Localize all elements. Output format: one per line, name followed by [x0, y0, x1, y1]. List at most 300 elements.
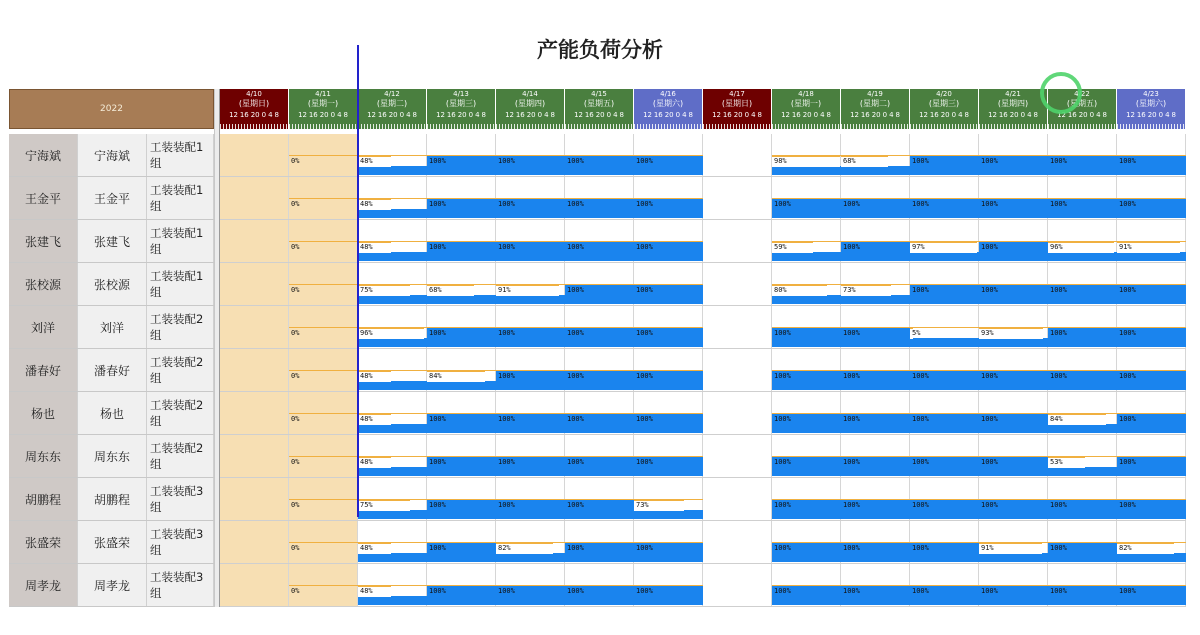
worker-row[interactable]	[9, 435, 214, 478]
load-cell[interactable]	[1117, 564, 1186, 606]
load-percent: 0%	[291, 372, 300, 380]
load-cell[interactable]	[1048, 521, 1117, 563]
load-cell[interactable]	[634, 134, 703, 176]
worker-name: 刘洋	[9, 306, 78, 348]
load-percent: 84%	[1050, 415, 1063, 423]
worker-name: 周东东	[9, 435, 78, 477]
load-percent: 100%	[912, 544, 929, 552]
load-percent: 100%	[912, 157, 929, 165]
load-cell[interactable]	[427, 177, 496, 219]
hour-ruler	[427, 121, 495, 129]
load-cell[interactable]	[979, 478, 1048, 520]
load-bar-edge	[1048, 241, 1117, 242]
load-percent: 100%	[774, 587, 791, 595]
load-cell[interactable]	[703, 478, 772, 520]
load-cell[interactable]	[772, 392, 841, 434]
load-bar-edge	[496, 327, 565, 328]
load-cell[interactable]	[1048, 349, 1117, 391]
worker-row[interactable]	[9, 220, 214, 263]
worker-name: 张建飞	[9, 220, 78, 262]
worker-name-2: 胡鹏程	[78, 478, 147, 520]
load-cell[interactable]	[772, 564, 841, 606]
load-cell[interactable]	[358, 564, 427, 606]
load-cell[interactable]	[772, 220, 841, 262]
load-cell[interactable]	[496, 306, 565, 348]
load-cell[interactable]	[427, 220, 496, 262]
load-bar-edge	[565, 585, 634, 586]
load-bar-edge	[565, 198, 634, 199]
load-cell[interactable]	[1117, 263, 1186, 305]
load-bar-edge	[979, 327, 1048, 328]
day-header[interactable]	[910, 89, 979, 129]
today-marker	[357, 45, 359, 517]
load-percent: 100%	[567, 544, 584, 552]
load-bar	[772, 295, 841, 304]
load-cell[interactable]	[841, 177, 910, 219]
load-cell[interactable]	[703, 177, 772, 219]
load-bar-edge	[358, 284, 427, 285]
load-percent: 100%	[1119, 501, 1136, 509]
worker-row[interactable]	[9, 306, 214, 349]
hour-scale: 12 16 20 0 4 8	[505, 111, 555, 119]
load-cell[interactable]	[634, 263, 703, 305]
load-cell[interactable]	[496, 521, 565, 563]
load-percent: 100%	[498, 243, 515, 251]
load-percent: 100%	[1050, 544, 1067, 552]
load-percent: 100%	[1119, 458, 1136, 466]
load-bar-edge	[841, 542, 910, 543]
load-cell[interactable]	[703, 435, 772, 477]
load-cell[interactable]	[979, 349, 1048, 391]
load-cell[interactable]	[220, 263, 289, 305]
load-cell[interactable]	[979, 564, 1048, 606]
load-cell[interactable]	[565, 263, 634, 305]
load-cell[interactable]	[565, 306, 634, 348]
load-cell[interactable]	[634, 478, 703, 520]
worker-row[interactable]	[9, 521, 214, 564]
load-bar-edge	[1117, 456, 1186, 457]
load-cell[interactable]	[1117, 521, 1186, 563]
load-bar-edge	[289, 198, 358, 199]
load-cell[interactable]	[772, 263, 841, 305]
load-percent: 68%	[843, 157, 856, 165]
load-cell[interactable]	[427, 478, 496, 520]
load-cell[interactable]	[427, 306, 496, 348]
load-cell[interactable]	[841, 392, 910, 434]
load-cell[interactable]	[220, 435, 289, 477]
load-bar-edge	[1117, 542, 1186, 543]
load-percent: 100%	[567, 458, 584, 466]
day-header[interactable]	[289, 89, 358, 129]
load-cell[interactable]	[1048, 306, 1117, 348]
load-bar-edge	[1048, 327, 1117, 328]
hour-scale: 12 16 20 0 4 8	[574, 111, 624, 119]
load-cell[interactable]	[427, 392, 496, 434]
load-bar-edge	[358, 542, 427, 543]
load-percent: 100%	[1050, 329, 1067, 337]
day-header[interactable]	[841, 89, 910, 129]
load-cell[interactable]	[979, 521, 1048, 563]
load-cell[interactable]	[358, 134, 427, 176]
load-cell[interactable]	[1117, 435, 1186, 477]
load-cell[interactable]	[634, 564, 703, 606]
load-percent: 100%	[774, 200, 791, 208]
load-grid	[220, 134, 1186, 607]
load-cell[interactable]	[979, 306, 1048, 348]
load-cell[interactable]	[496, 435, 565, 477]
day-header[interactable]	[979, 89, 1048, 129]
load-cell[interactable]	[289, 435, 358, 477]
load-cell[interactable]	[634, 177, 703, 219]
load-cell[interactable]	[220, 349, 289, 391]
load-cell[interactable]	[496, 478, 565, 520]
load-cell[interactable]	[427, 349, 496, 391]
load-percent: 98%	[774, 157, 787, 165]
load-cell[interactable]	[289, 134, 358, 176]
load-cell[interactable]	[220, 306, 289, 348]
load-cell[interactable]	[910, 349, 979, 391]
load-bar	[358, 467, 427, 476]
load-cell[interactable]	[841, 306, 910, 348]
hour-scale: 12 16 20 0 4 8	[643, 111, 693, 119]
load-cell[interactable]	[772, 134, 841, 176]
load-cell[interactable]	[289, 349, 358, 391]
load-cell[interactable]	[910, 521, 979, 563]
worker-row[interactable]	[9, 392, 214, 435]
load-cell[interactable]	[841, 263, 910, 305]
day-header[interactable]	[358, 89, 427, 129]
load-bar	[1117, 252, 1186, 261]
load-cell[interactable]	[772, 521, 841, 563]
load-cell[interactable]	[358, 177, 427, 219]
load-bar-edge	[496, 370, 565, 371]
day-weekday: (星期五)	[583, 99, 615, 108]
load-percent: 0%	[291, 458, 300, 466]
worker-list	[9, 134, 214, 607]
load-cell[interactable]	[1117, 392, 1186, 434]
load-cell[interactable]	[910, 435, 979, 477]
load-cell[interactable]	[289, 521, 358, 563]
load-cell[interactable]	[841, 220, 910, 262]
load-cell[interactable]	[841, 349, 910, 391]
page-title: 产能负荷分析	[537, 38, 663, 62]
hour-scale: 12 16 20 0 4 8	[1126, 111, 1176, 119]
load-bar-edge	[841, 413, 910, 414]
day-header[interactable]	[703, 89, 772, 129]
load-bar-edge	[565, 542, 634, 543]
load-cell[interactable]	[358, 220, 427, 262]
load-row	[220, 134, 1186, 177]
load-bar	[358, 596, 427, 605]
load-percent: 100%	[429, 544, 446, 552]
worker-name-2: 张盛荣	[78, 521, 147, 563]
worker-group: 工装装配2组	[147, 349, 214, 391]
load-cell[interactable]	[358, 263, 427, 305]
load-cell[interactable]	[1117, 478, 1186, 520]
load-cell[interactable]	[427, 564, 496, 606]
load-cell[interactable]	[220, 177, 289, 219]
load-cell[interactable]	[565, 134, 634, 176]
load-bar-edge	[358, 413, 427, 414]
load-cell[interactable]	[358, 435, 427, 477]
load-cell[interactable]	[703, 306, 772, 348]
day-date: 4/16	[660, 90, 676, 98]
load-bar-edge	[772, 155, 841, 156]
load-bar-edge	[910, 284, 979, 285]
hour-ruler	[910, 121, 978, 129]
load-bar	[772, 252, 841, 261]
load-cell[interactable]	[289, 220, 358, 262]
load-cell[interactable]	[565, 521, 634, 563]
load-cell[interactable]	[220, 564, 289, 606]
day-header[interactable]	[1117, 89, 1186, 129]
day-header[interactable]	[772, 89, 841, 129]
day-header[interactable]	[496, 89, 565, 129]
load-cell[interactable]	[427, 435, 496, 477]
day-weekday: (星期三)	[928, 99, 960, 108]
load-cell[interactable]	[634, 435, 703, 477]
load-cell[interactable]	[289, 392, 358, 434]
load-cell[interactable]	[496, 220, 565, 262]
load-bar-edge	[1048, 155, 1117, 156]
load-bar-edge	[841, 155, 910, 156]
load-cell[interactable]	[220, 392, 289, 434]
worker-row[interactable]	[9, 564, 214, 607]
load-percent: 100%	[981, 157, 998, 165]
load-cell[interactable]	[358, 349, 427, 391]
worker-row[interactable]	[9, 177, 214, 220]
load-bar	[634, 510, 703, 519]
load-cell[interactable]	[703, 349, 772, 391]
load-cell[interactable]	[1117, 134, 1186, 176]
load-percent: 84%	[429, 372, 442, 380]
load-percent: 100%	[429, 329, 446, 337]
load-cell[interactable]	[358, 392, 427, 434]
load-cell[interactable]	[427, 134, 496, 176]
load-bar-edge	[841, 585, 910, 586]
load-percent: 100%	[636, 587, 653, 595]
load-cell[interactable]	[910, 564, 979, 606]
load-bar-edge	[772, 542, 841, 543]
load-cell[interactable]	[220, 521, 289, 563]
load-cell[interactable]	[1117, 349, 1186, 391]
load-cell[interactable]	[910, 220, 979, 262]
worker-name: 潘春好	[9, 349, 78, 391]
hour-scale: 12 16 20 0 4 8	[229, 111, 279, 119]
load-cell[interactable]	[565, 478, 634, 520]
worker-row[interactable]	[9, 263, 214, 306]
load-bar-edge	[496, 155, 565, 156]
load-cell[interactable]	[1048, 392, 1117, 434]
load-percent: 0%	[291, 157, 300, 165]
load-cell[interactable]	[289, 478, 358, 520]
load-bar-edge	[565, 499, 634, 500]
load-cell[interactable]	[1048, 435, 1117, 477]
worker-row[interactable]	[9, 134, 214, 177]
load-cell[interactable]	[910, 306, 979, 348]
load-cell[interactable]	[565, 435, 634, 477]
load-percent: 100%	[1119, 329, 1136, 337]
load-cell[interactable]	[772, 349, 841, 391]
load-cell[interactable]	[496, 263, 565, 305]
load-cell[interactable]	[1048, 564, 1117, 606]
load-cell[interactable]	[220, 220, 289, 262]
load-cell[interactable]	[910, 263, 979, 305]
load-bar-edge	[427, 542, 496, 543]
worker-group: 工装装配3组	[147, 564, 214, 606]
load-cell[interactable]	[979, 177, 1048, 219]
load-bar	[1048, 467, 1117, 476]
worker-group: 工装装配1组	[147, 220, 214, 262]
load-cell[interactable]	[841, 435, 910, 477]
load-percent: 100%	[636, 200, 653, 208]
load-cell[interactable]	[1117, 220, 1186, 262]
load-cell[interactable]	[289, 177, 358, 219]
load-cell[interactable]	[565, 349, 634, 391]
load-percent: 100%	[567, 157, 584, 165]
load-bar-edge	[1117, 327, 1186, 328]
worker-name: 宁海斌	[9, 134, 78, 176]
load-cell[interactable]	[841, 564, 910, 606]
day-weekday: (星期六)	[652, 99, 684, 108]
load-cell[interactable]	[289, 263, 358, 305]
load-cell[interactable]	[979, 392, 1048, 434]
load-cell[interactable]	[496, 564, 565, 606]
load-cell[interactable]	[565, 220, 634, 262]
load-bar-edge	[910, 241, 979, 242]
load-cell[interactable]	[841, 134, 910, 176]
worker-row[interactable]	[9, 349, 214, 392]
day-header[interactable]	[565, 89, 634, 129]
load-cell[interactable]	[358, 306, 427, 348]
load-cell[interactable]	[1048, 134, 1117, 176]
load-percent: 91%	[498, 286, 511, 294]
load-cell[interactable]	[979, 220, 1048, 262]
load-cell[interactable]	[634, 349, 703, 391]
load-percent: 48%	[360, 243, 373, 251]
load-cell[interactable]	[496, 134, 565, 176]
load-percent: 100%	[1050, 200, 1067, 208]
hour-ruler	[979, 121, 1047, 129]
load-percent: 100%	[774, 458, 791, 466]
hour-scale: 12 16 20 0 4 8	[919, 111, 969, 119]
load-cell[interactable]	[427, 263, 496, 305]
load-cell[interactable]	[358, 521, 427, 563]
load-bar-edge	[979, 413, 1048, 414]
load-percent: 100%	[498, 501, 515, 509]
load-percent: 100%	[981, 415, 998, 423]
load-cell[interactable]	[703, 263, 772, 305]
load-percent: 100%	[843, 587, 860, 595]
load-bar-edge	[565, 241, 634, 242]
load-bar-edge	[634, 456, 703, 457]
load-bar	[358, 381, 427, 390]
load-cell[interactable]	[979, 435, 1048, 477]
load-bar-edge	[979, 585, 1048, 586]
load-cell[interactable]	[496, 177, 565, 219]
load-cell[interactable]	[634, 220, 703, 262]
load-cell[interactable]	[565, 392, 634, 434]
load-bar-edge	[1117, 413, 1186, 414]
load-cell[interactable]	[496, 349, 565, 391]
day-header[interactable]	[220, 89, 289, 129]
day-header[interactable]	[634, 89, 703, 129]
load-cell[interactable]	[841, 478, 910, 520]
load-cell[interactable]	[1117, 306, 1186, 348]
load-cell[interactable]	[634, 306, 703, 348]
worker-row[interactable]	[9, 478, 214, 521]
load-cell[interactable]	[220, 134, 289, 176]
day-header[interactable]	[427, 89, 496, 129]
load-bar-edge	[565, 370, 634, 371]
load-cell[interactable]	[703, 521, 772, 563]
load-bar-edge	[1048, 413, 1117, 414]
load-cell[interactable]	[565, 564, 634, 606]
load-percent: 75%	[360, 501, 373, 509]
load-bar-edge	[841, 370, 910, 371]
load-cell[interactable]	[910, 134, 979, 176]
load-cell[interactable]	[703, 220, 772, 262]
load-cell[interactable]	[634, 521, 703, 563]
load-cell[interactable]	[565, 177, 634, 219]
day-weekday: (星期四)	[514, 99, 546, 108]
load-cell[interactable]	[289, 564, 358, 606]
day-date: 4/14	[522, 90, 538, 98]
load-cell[interactable]	[1048, 220, 1117, 262]
load-bar-edge	[289, 155, 358, 156]
load-cell[interactable]	[1048, 478, 1117, 520]
load-cell[interactable]	[1117, 177, 1186, 219]
load-cell[interactable]	[1048, 177, 1117, 219]
load-bar-edge	[1117, 155, 1186, 156]
load-bar-edge	[565, 456, 634, 457]
load-bar	[1048, 424, 1117, 433]
load-cell[interactable]	[358, 478, 427, 520]
load-cell[interactable]	[979, 134, 1048, 176]
load-bar-edge	[772, 499, 841, 500]
worker-name: 杨也	[9, 392, 78, 434]
load-cell[interactable]	[910, 177, 979, 219]
load-cell[interactable]	[772, 435, 841, 477]
load-cell[interactable]	[841, 521, 910, 563]
load-cell[interactable]	[496, 392, 565, 434]
load-cell[interactable]	[427, 521, 496, 563]
load-cell[interactable]	[772, 177, 841, 219]
load-bar-edge	[772, 241, 841, 242]
load-percent: 100%	[774, 501, 791, 509]
load-bar-edge	[979, 499, 1048, 500]
load-cell[interactable]	[703, 134, 772, 176]
load-cell[interactable]	[703, 392, 772, 434]
load-percent: 48%	[360, 200, 373, 208]
day-weekday: (星期三)	[445, 99, 477, 108]
load-cell[interactable]	[1048, 263, 1117, 305]
load-bar-edge	[634, 284, 703, 285]
load-cell[interactable]	[910, 478, 979, 520]
load-bar	[841, 166, 910, 175]
load-cell[interactable]	[220, 478, 289, 520]
load-cell[interactable]	[289, 306, 358, 348]
load-bar-edge	[496, 499, 565, 500]
load-cell[interactable]	[634, 392, 703, 434]
load-cell[interactable]	[772, 478, 841, 520]
load-cell[interactable]	[910, 392, 979, 434]
load-bar-edge	[289, 499, 358, 500]
load-cell[interactable]	[772, 306, 841, 348]
load-cell[interactable]	[703, 564, 772, 606]
load-cell[interactable]	[979, 263, 1048, 305]
load-percent: 48%	[360, 544, 373, 552]
